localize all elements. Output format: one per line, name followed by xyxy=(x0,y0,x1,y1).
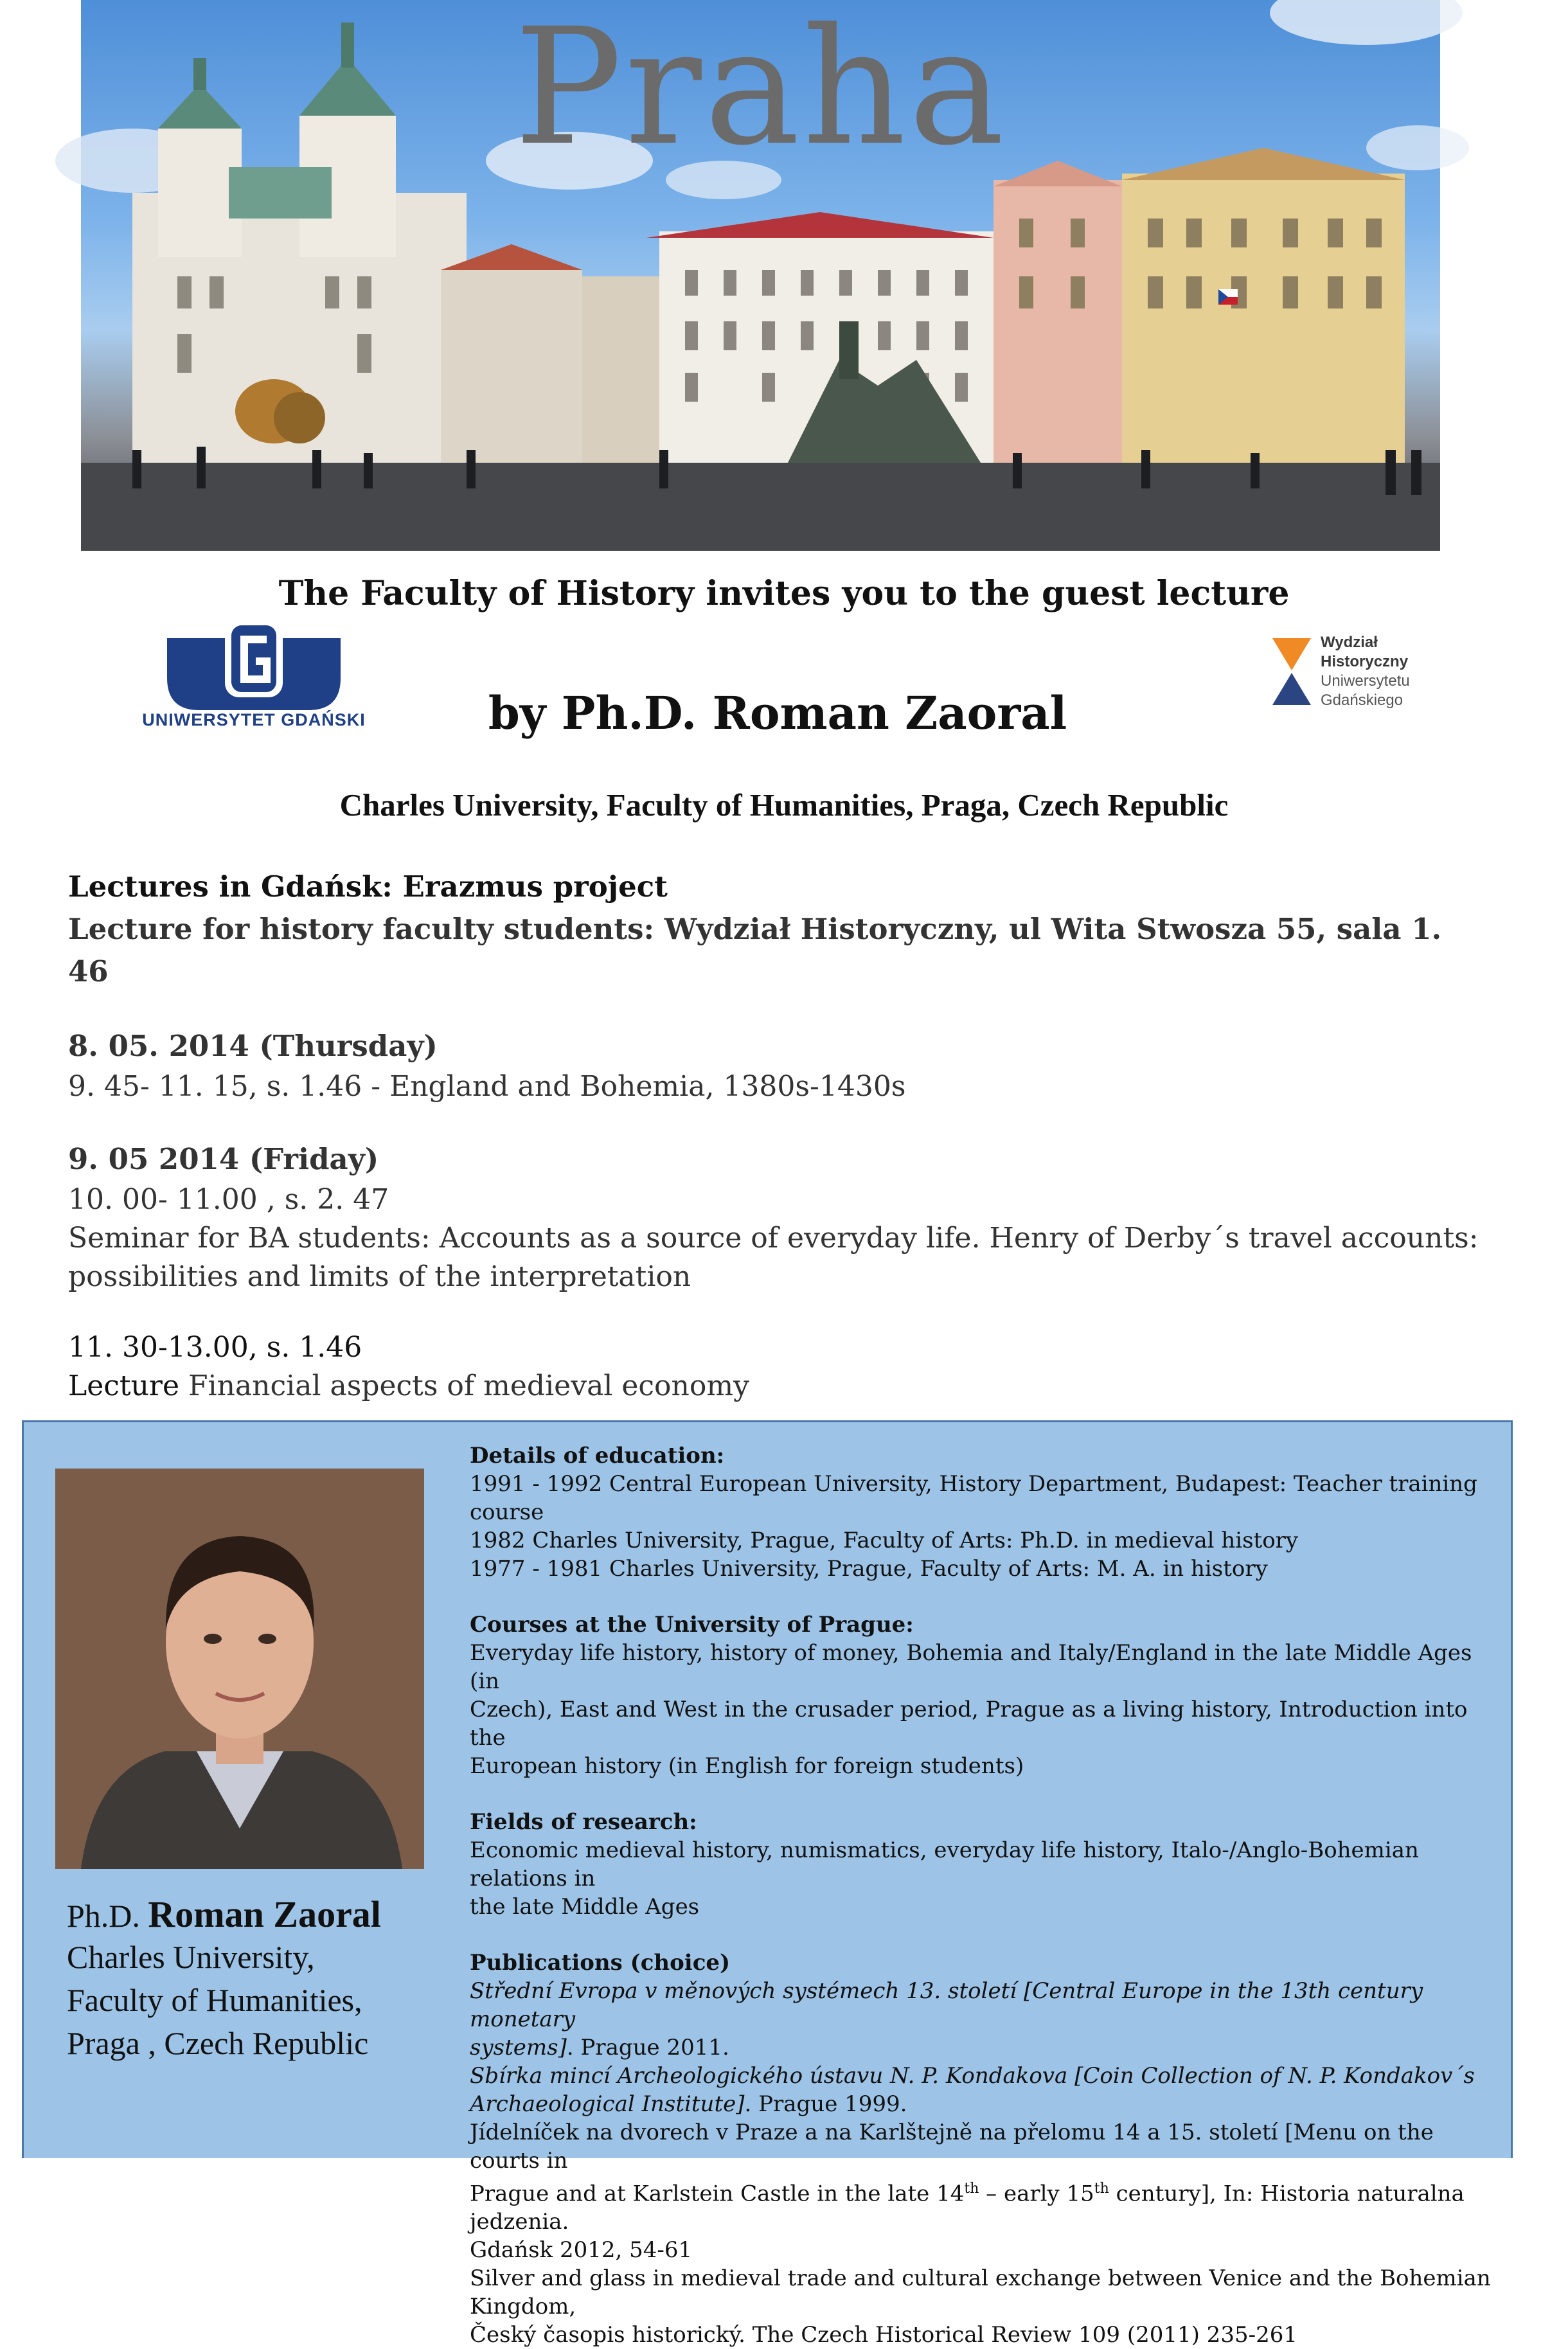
university-gdansk-name: UNIWERSYTET GDAŃSKI xyxy=(142,710,366,729)
publication-3-line-2: Prague and at Karlstein Castle in the late 14th – early 15th century], In: Historia naturalna jedzenia. xyxy=(470,2181,1465,2235)
day2-lecture-title: Financial aspects of medieval economy xyxy=(179,1370,749,1402)
courses-line: Everyday life history, history of money, Bohemia and Italy/England in the late Middle Ages (in xyxy=(470,1640,1472,1694)
schedule-heading-project: Lectures in Gdańsk: Erazmus project xyxy=(68,870,668,904)
lecturer-faculty: Faculty of Humanities, xyxy=(67,1982,362,2018)
day2-lecture-label: Lecture xyxy=(68,1370,179,1402)
publication-4-line-2: Český časopis historický. The Czech Historical Review 109 (2011) 235-261 xyxy=(470,2322,1297,2348)
lecturer-name: Roman Zaoral xyxy=(148,1893,381,1935)
lecturer-portrait-photo xyxy=(55,1469,424,1869)
day2-seminar-time: 10. 00- 11.00 , s. 2. 47 xyxy=(68,1183,389,1216)
day2-lecture-time: 11. 30-13.00, s. 1.46 xyxy=(68,1331,362,1364)
schedule-heading-location: Lecture for history faculty students: Wydział Historyczny, ul Wita Stwosza 55, sala 1. 46 xyxy=(68,912,1442,988)
publication-3-line-1: Jídelníček na dvorech v Praze a na Karlštejně na přelomu 14 a 15. století [Menu on the courts in xyxy=(470,2120,1434,2174)
publication-1-line-1: Střední Evropa v měnových systémech 13. století [Central Europe in the 13th century monetary xyxy=(470,1978,1423,2032)
banner-title: Praha xyxy=(514,0,1007,181)
education-item: 1977 - 1981 Charles University, Prague, Faculty of Arts: M. A. in history xyxy=(470,1556,1268,1582)
lecturer-bio-text xyxy=(470,1442,1498,2349)
day2-seminar-line-1: Seminar for BA students: Accounts as a source of everyday life. Henry of Derby´s travel accounts: xyxy=(68,1222,1479,1255)
day1-lecture: 9. 45- 11. 15, s. 1.46 - England and Bohemia, 1380s-1430s xyxy=(68,1070,906,1103)
faculty-hourglass-icon xyxy=(1269,633,1314,710)
publication-1-line-2: systems]. Prague 2011. xyxy=(470,2035,729,2060)
lecturer-affiliation: Charles University, Faculty of Humanities, Praga, Czech Republic xyxy=(339,787,1229,823)
day2-date: 9. 05 2014 (Friday) xyxy=(68,1142,379,1176)
faculty-logo-line-4: Gdańskiego xyxy=(1321,692,1403,709)
lecturer-title: Ph.D. xyxy=(67,1898,148,1934)
education-item: 1991 - 1992 Central European University, History Department, Budapest: Teacher training course xyxy=(470,1471,1477,1525)
day2-lecture xyxy=(68,1367,1482,1406)
courses-heading: Courses at the University of Prague: xyxy=(470,1612,914,1638)
day1-date: 8. 05. 2014 (Thursday) xyxy=(68,1029,438,1063)
lecturer-name-block xyxy=(67,1893,381,2065)
education-item: 1982 Charles University, Prague, Faculty of Arts: Ph.D. in medieval history xyxy=(470,1528,1299,1553)
lecturer-portrait-icon xyxy=(55,1469,424,1869)
faculty-logo-line-1: Wydział xyxy=(1321,634,1378,651)
publication-4-line-1: Silver and glass in medieval trade and cultural exchange between Venice and the Bohemian Kingdom, xyxy=(470,2265,1491,2320)
faculty-history-logo xyxy=(1269,633,1462,720)
education-heading: Details of education: xyxy=(470,1443,725,1469)
lecturer-university: Charles University, xyxy=(67,1939,315,1975)
invitation-heading: The Faculty of History invites you to the guest lecture xyxy=(278,574,1290,613)
courses-line: Czech), East and West in the crusader period, Prague as a living history, Introduction into the xyxy=(470,1697,1468,1751)
day2-seminar-line-2: possibilities and limits of the interpretation xyxy=(68,1260,691,1293)
fields-heading: Fields of research: xyxy=(470,1809,697,1835)
publication-2-line-2: Archaeological Institute]. Prague 1999. xyxy=(470,2091,907,2117)
praha-banner-photo xyxy=(81,0,1440,551)
publication-2-line-1: Sbírka mincí Archeologického ústavu N. P. Kondakova [Coin Collection of N. P. Kondakov´s xyxy=(470,2063,1475,2089)
faculty-logo-line-2: Historyczny xyxy=(1321,653,1409,670)
courses-line: European history (in English for foreign students) xyxy=(470,1753,1024,1779)
fields-line: the late Middle Ages xyxy=(470,1894,700,1920)
lecture-schedule xyxy=(68,866,1482,1406)
publications-heading: Publications (choice) xyxy=(470,1950,731,1976)
fields-line: Economic medieval history, numismatics, everyday life history, Italo-/Anglo-Bohemian relations in xyxy=(470,1837,1419,1891)
lecturer-location: Praga , Czech Republic xyxy=(67,2025,369,2061)
faculty-logo-line-3: Uniwersytetu xyxy=(1321,672,1410,690)
lecturer-heading: by Ph.D. Roman Zaoral xyxy=(488,686,1067,740)
publication-3-line-3: Gdańsk 2012, 54-61 xyxy=(470,2237,693,2264)
